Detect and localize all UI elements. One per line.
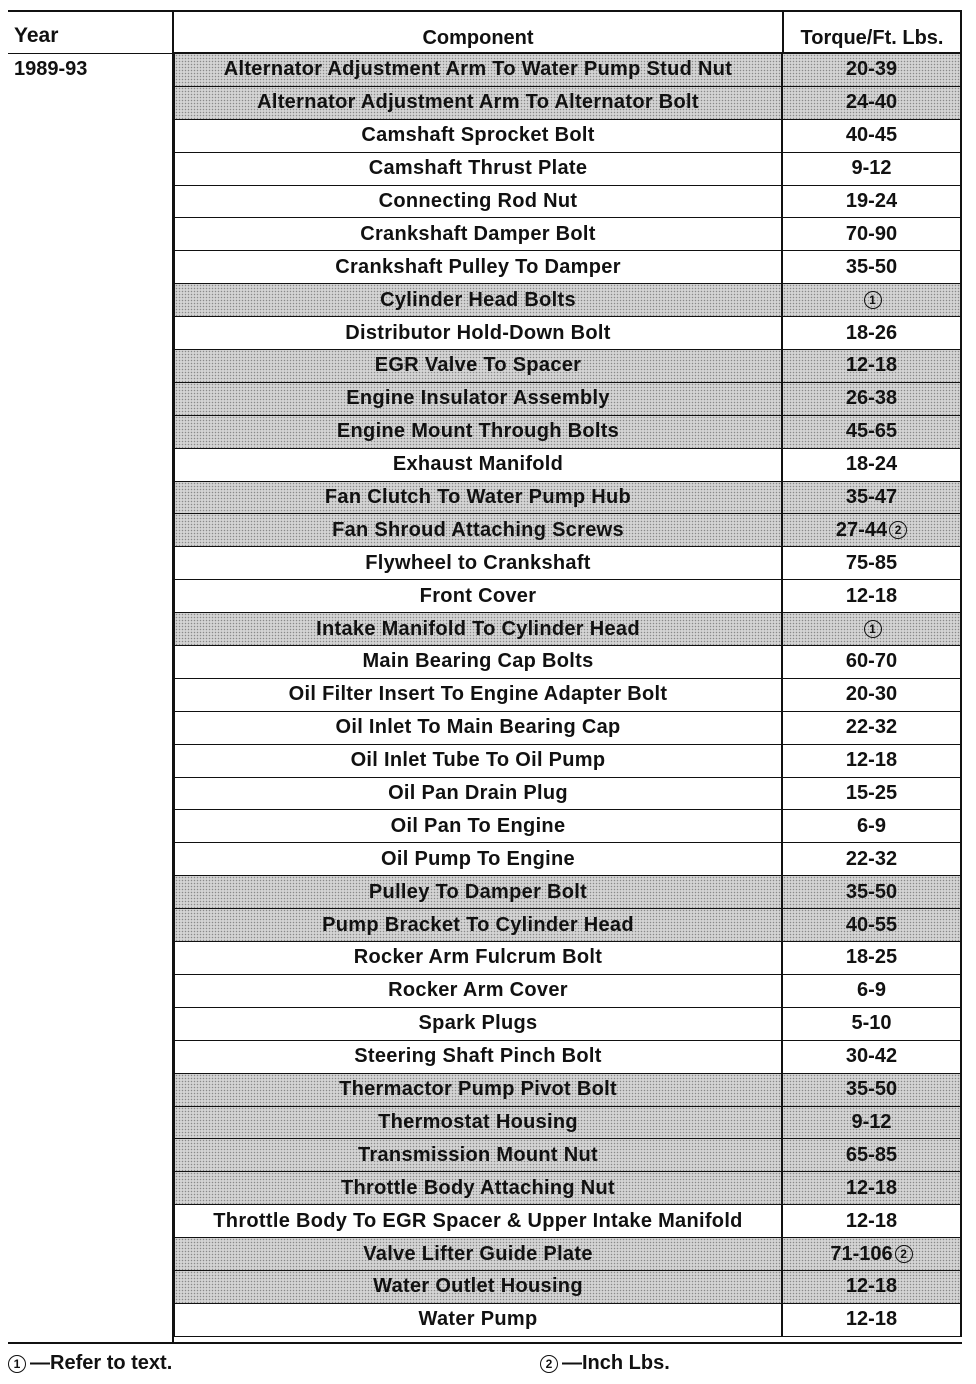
component-header: Component xyxy=(174,12,784,52)
footnote-refer-to-text xyxy=(8,1352,172,1375)
torque-value: 5-10 xyxy=(851,1012,892,1035)
table-row xyxy=(174,317,962,350)
component-cell: Thermostat Housing xyxy=(175,1107,783,1139)
component-cell: Fan Shroud Attaching Screws xyxy=(175,514,783,546)
footnote-marker: 1 xyxy=(864,291,882,309)
table-row xyxy=(174,810,962,843)
torque-value: 35-50 xyxy=(845,255,898,278)
torque-cell xyxy=(783,218,960,250)
table-row xyxy=(174,909,962,942)
torque-value: 24-40 xyxy=(845,91,898,114)
torque-cell xyxy=(783,580,960,612)
torque-cell xyxy=(783,153,960,185)
component-cell: Exhaust Manifold xyxy=(175,449,783,481)
torque-value: 65-85 xyxy=(845,1143,898,1166)
torque-value: 20-39 xyxy=(845,58,898,81)
torque-value: 22-32 xyxy=(845,847,898,870)
footnote-marker: 1 xyxy=(864,620,882,638)
torque-cell xyxy=(783,745,960,777)
torque-value: 20-30 xyxy=(845,683,898,706)
table-row xyxy=(174,646,962,679)
torque-cell xyxy=(783,1304,960,1336)
footnote-marker: 2 xyxy=(895,1245,913,1263)
torque-table xyxy=(174,12,962,1337)
component-cell: Oil Pump To Engine xyxy=(175,843,783,875)
torque-value: 12-18 xyxy=(845,749,898,772)
component-cell: Throttle Body To EGR Spacer & Upper Intake Manifold xyxy=(175,1205,783,1237)
component-cell: Oil Filter Insert To Engine Adapter Bolt xyxy=(175,679,783,711)
component-cell: Cylinder Head Bolts xyxy=(175,284,783,316)
table-row xyxy=(174,1238,962,1271)
torque-value: 18-26 xyxy=(845,321,898,344)
torque-value: 18-24 xyxy=(845,453,898,476)
table-row xyxy=(174,1205,962,1238)
table-row xyxy=(174,482,962,515)
torque-value: 6-9 xyxy=(857,814,886,837)
footnote-2-symbol: 2 xyxy=(540,1355,558,1373)
torque-cell xyxy=(783,1205,960,1237)
table-header-row xyxy=(174,12,962,54)
component-cell: Engine Mount Through Bolts xyxy=(175,416,783,448)
footnote-inch-lbs xyxy=(540,1352,670,1375)
component-cell: Flywheel to Crankshaft xyxy=(175,547,783,579)
torque-value: 12-18 xyxy=(845,1308,898,1331)
component-cell: Oil Inlet Tube To Oil Pump xyxy=(175,745,783,777)
year-value: 1989-93 xyxy=(14,58,88,80)
torque-value: 75-85 xyxy=(845,551,898,574)
torque-cell xyxy=(783,1172,960,1204)
table-row xyxy=(174,186,962,219)
torque-cell xyxy=(783,1074,960,1106)
torque-value: 19-24 xyxy=(845,190,898,212)
torque-cell xyxy=(783,1139,960,1171)
table-row xyxy=(174,514,962,547)
torque-cell xyxy=(783,87,960,119)
component-cell: Front Cover xyxy=(175,580,783,612)
torque-value: 9-12 xyxy=(851,157,892,180)
table-row xyxy=(174,745,962,778)
torque-cell xyxy=(783,810,960,842)
torque-cell xyxy=(783,284,960,316)
table-row xyxy=(174,1074,962,1107)
torque-cell xyxy=(783,975,960,1007)
table-row xyxy=(174,416,962,449)
component-cell: Throttle Body Attaching Nut xyxy=(175,1172,783,1204)
torque-cell xyxy=(783,1238,960,1270)
component-cell: Crankshaft Damper Bolt xyxy=(175,218,783,250)
component-cell: Rocker Arm Cover xyxy=(175,975,783,1007)
torque-value: 6-9 xyxy=(857,979,886,1002)
torque-cell xyxy=(783,843,960,875)
component-cell: Oil Pan To Engine xyxy=(175,810,783,842)
torque-cell xyxy=(783,613,960,645)
component-cell: Distributor Hold-Down Bolt xyxy=(175,317,783,349)
torque-cell xyxy=(783,547,960,579)
component-cell: Transmission Mount Nut xyxy=(175,1139,783,1171)
table-row xyxy=(174,712,962,745)
torque-value: 12-18 xyxy=(845,1209,898,1232)
torque-cell xyxy=(783,120,960,152)
table-row xyxy=(174,1107,962,1140)
torque-cell xyxy=(783,383,960,415)
component-cell: Pump Bracket To Cylinder Head xyxy=(175,909,783,941)
component-cell: Steering Shaft Pinch Bolt xyxy=(175,1041,783,1073)
footnote-2-text: —Inch Lbs. xyxy=(562,1352,670,1374)
year-header: Year xyxy=(8,12,172,54)
component-cell: Crankshaft Pulley To Damper xyxy=(175,251,783,283)
footnote-marker: 2 xyxy=(889,521,907,539)
torque-value: 12-18 xyxy=(845,1275,898,1298)
table-row xyxy=(174,383,962,416)
table-row xyxy=(174,613,962,646)
torque-table-frame xyxy=(8,10,962,1344)
table-row xyxy=(174,153,962,186)
torque-value: 40-55 xyxy=(845,913,898,936)
torque-cell xyxy=(783,646,960,678)
table-row xyxy=(174,679,962,712)
torque-value: 35-50 xyxy=(845,880,898,903)
torque-value: 12-18 xyxy=(845,584,898,607)
torque-value: 30-42 xyxy=(845,1045,898,1068)
torque-cell xyxy=(783,416,960,448)
torque-cell xyxy=(783,909,960,941)
torque-cell xyxy=(783,679,960,711)
component-cell: Intake Manifold To Cylinder Head xyxy=(175,613,783,645)
torque-header: Torque/Ft. Lbs. xyxy=(784,12,962,52)
table-row xyxy=(174,87,962,120)
table-row xyxy=(174,975,962,1008)
torque-value: 40-45 xyxy=(845,124,898,147)
table-row xyxy=(174,120,962,153)
table-row xyxy=(174,350,962,383)
table-row xyxy=(174,449,962,482)
torque-value: 45-65 xyxy=(845,420,898,443)
footnote-1-symbol: 1 xyxy=(8,1355,26,1373)
torque-value: 35-50 xyxy=(845,1078,898,1101)
torque-value: 71-106 xyxy=(830,1242,893,1265)
torque-value: 12-18 xyxy=(845,354,898,377)
torque-value: 60-70 xyxy=(845,650,898,673)
table-row xyxy=(174,1304,962,1337)
table-row xyxy=(174,942,962,975)
component-cell: EGR Valve To Spacer xyxy=(175,350,783,382)
component-cell: Oil Inlet To Main Bearing Cap xyxy=(175,712,783,744)
component-cell: Alternator Adjustment Arm To Water Pump Stud Nut xyxy=(175,54,783,86)
torque-cell xyxy=(783,1271,960,1303)
torque-value: 12-18 xyxy=(845,1176,898,1199)
torque-cell xyxy=(783,449,960,481)
torque-value: 70-90 xyxy=(845,222,898,245)
torque-value: 35-47 xyxy=(845,486,898,509)
table-row xyxy=(174,1271,962,1304)
torque-cell xyxy=(783,251,960,283)
component-cell: Main Bearing Cap Bolts xyxy=(175,646,783,678)
component-cell: Valve Lifter Guide Plate xyxy=(175,1238,783,1270)
torque-cell xyxy=(783,778,960,810)
table-row xyxy=(174,218,962,251)
table-row xyxy=(174,251,962,284)
torque-cell xyxy=(783,1041,960,1073)
torque-value: 15-25 xyxy=(845,782,898,805)
torque-cell xyxy=(783,942,960,974)
table-body xyxy=(174,54,962,1337)
component-cell: Alternator Adjustment Arm To Alternator Bolt xyxy=(175,87,783,119)
component-cell: Water Outlet Housing xyxy=(175,1271,783,1303)
year-column xyxy=(8,12,174,1342)
torque-value: 18-25 xyxy=(845,946,898,969)
torque-cell xyxy=(783,350,960,382)
table-row xyxy=(174,547,962,580)
component-cell: Connecting Rod Nut xyxy=(175,186,783,218)
component-cell: Engine Insulator Assembly xyxy=(175,383,783,415)
torque-value: 26-38 xyxy=(845,387,898,410)
torque-cell xyxy=(783,54,960,86)
table-row xyxy=(174,1172,962,1205)
component-cell: Water Pump xyxy=(175,1304,783,1336)
torque-value: 9-12 xyxy=(851,1110,892,1133)
torque-cell xyxy=(783,1107,960,1139)
table-row xyxy=(174,1041,962,1074)
table-row xyxy=(174,778,962,811)
table-row xyxy=(174,284,962,317)
component-cell: Oil Pan Drain Plug xyxy=(175,778,783,810)
table-row xyxy=(174,1008,962,1041)
table-row xyxy=(174,876,962,909)
torque-value: 27-44 xyxy=(835,518,888,541)
component-cell: Rocker Arm Fulcrum Bolt xyxy=(175,942,783,974)
torque-cell xyxy=(783,876,960,908)
table-row xyxy=(174,843,962,876)
torque-cell xyxy=(783,482,960,514)
torque-cell xyxy=(783,712,960,744)
footnote-1-text: —Refer to text. xyxy=(30,1352,173,1374)
component-cell: Spark Plugs xyxy=(175,1008,783,1040)
torque-cell xyxy=(783,317,960,349)
component-cell: Pulley To Damper Bolt xyxy=(175,876,783,908)
table-row xyxy=(174,1139,962,1172)
torque-cell xyxy=(783,186,960,218)
torque-cell xyxy=(783,514,960,546)
component-cell: Thermactor Pump Pivot Bolt xyxy=(175,1074,783,1106)
component-cell: Camshaft Thrust Plate xyxy=(175,153,783,185)
component-cell: Fan Clutch To Water Pump Hub xyxy=(175,482,783,514)
torque-cell xyxy=(783,1008,960,1040)
component-cell: Camshaft Sprocket Bolt xyxy=(175,120,783,152)
table-row xyxy=(174,54,962,87)
torque-value: 22-32 xyxy=(845,716,898,739)
table-row xyxy=(174,580,962,613)
